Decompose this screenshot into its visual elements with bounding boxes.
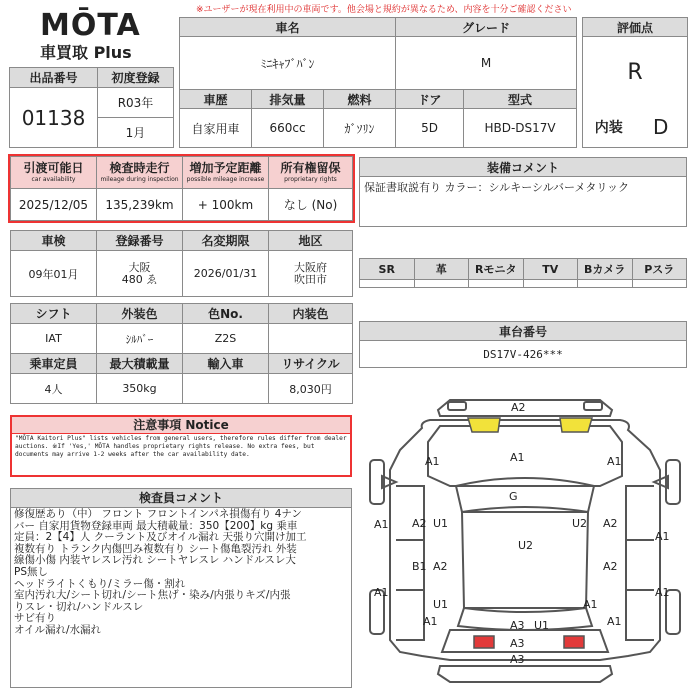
option-sr: SR bbox=[360, 259, 415, 280]
interior-value: D bbox=[635, 108, 688, 148]
damage-label-roof: U2 bbox=[518, 539, 534, 552]
option-leather: 革 bbox=[414, 259, 469, 280]
equipment-table bbox=[359, 157, 687, 227]
damage-label-right-front: A1 bbox=[607, 455, 622, 468]
score-value: R bbox=[583, 37, 688, 108]
color-no-label: 色No. bbox=[183, 304, 269, 324]
inspector-line: 修復歴あり（中） フロント フロントインパネ損傷有り 4ナン bbox=[14, 508, 302, 520]
damage-label-right-rear-u: A1 bbox=[583, 598, 598, 611]
damage-label-left-rear-door: B1 bbox=[412, 560, 427, 573]
inspector-line: 定員：2【4】人 クーラント及びオイル漏れ 天張り穴開け加工 bbox=[14, 531, 307, 544]
damage-label-left-fender: A1 bbox=[374, 518, 389, 531]
damage-label-front-bumper: A2 bbox=[511, 401, 526, 414]
grade-label: グレード bbox=[396, 18, 577, 37]
damage-label-left-door: A2 bbox=[412, 517, 427, 530]
color-no-value: Z2S bbox=[183, 324, 269, 354]
name-change-label: 名変期限 bbox=[183, 231, 269, 251]
inspector-line: ヘッドライトくもり/ミラー傷・割れ bbox=[14, 577, 186, 590]
ext-color-label: 外装色 bbox=[97, 304, 183, 324]
shift-label: シフト bbox=[11, 304, 97, 324]
region-value: 大阪府 吹田市 bbox=[269, 251, 353, 297]
history-value: 自家用車 bbox=[180, 109, 252, 148]
availability-table bbox=[10, 156, 353, 221]
brand-subtitle: 車買取 Plus bbox=[40, 43, 132, 62]
model-label: 型式 bbox=[464, 90, 577, 109]
vehicle-name-label: 車名 bbox=[180, 18, 396, 37]
damage-label-left-door-u: U1 bbox=[433, 517, 449, 530]
int-color-label: 内装色 bbox=[269, 304, 353, 324]
option-power-slide: Pスラ bbox=[632, 259, 687, 280]
first-reg-label: 初度登録 bbox=[98, 68, 174, 88]
headlight-right bbox=[560, 418, 592, 432]
availability-label: 引渡可能日 car availability bbox=[11, 157, 97, 189]
ownership-label: 所有権留保 proprietary rights bbox=[269, 157, 353, 189]
availability-date: 2025/12/05 bbox=[11, 189, 97, 221]
damage-label-rear-window: A3 bbox=[510, 619, 525, 632]
shift-value: IAT bbox=[11, 324, 97, 354]
options-table bbox=[359, 258, 687, 288]
damage-label-hood: A1 bbox=[510, 451, 525, 464]
interior-label: 内装 bbox=[583, 108, 635, 148]
taillight-left bbox=[474, 636, 494, 648]
inspector-text bbox=[11, 508, 351, 638]
damage-label-left-rear-door-a: A2 bbox=[433, 560, 448, 573]
equipment-text: 保証書取説有り カラー：シルキーシルバーメタリック bbox=[360, 177, 687, 227]
first-reg-month: 1月 bbox=[98, 118, 174, 148]
vehicle-name: ﾐﾆｷｬﾌﾞﾊﾞﾝ bbox=[180, 37, 396, 90]
option-tv: TV bbox=[523, 259, 578, 280]
model-value: HBD-DS17V bbox=[464, 109, 577, 148]
inspector-line: 室内汚れ大/シート切れ/シート焦げ・染み/内張りキズ/内張 bbox=[14, 589, 291, 602]
damage-label-left-tail: A1 bbox=[423, 615, 438, 628]
damage-label-right-door: A2 bbox=[603, 517, 618, 530]
damage-diagram bbox=[360, 390, 690, 695]
int-color-value bbox=[269, 324, 353, 354]
taillight-right bbox=[564, 636, 584, 648]
mileage-label: 検査時走行 mileage during inspection bbox=[97, 157, 183, 189]
fuel-value: ｶﾞｿﾘﾝ bbox=[324, 109, 396, 148]
notice-box bbox=[10, 415, 352, 477]
damage-label-rear-u: U1 bbox=[534, 619, 550, 632]
registration-table bbox=[10, 230, 353, 297]
chassis-label: 車台番号 bbox=[360, 322, 687, 341]
damage-label-right-tail: A1 bbox=[607, 615, 622, 628]
score-label: 評価点 bbox=[583, 18, 688, 37]
chassis-table bbox=[359, 321, 687, 368]
listing-table bbox=[9, 67, 174, 148]
name-change-value: 2026/01/31 bbox=[183, 251, 269, 297]
damage-label-rear-gate: A3 bbox=[510, 637, 525, 650]
increase-label: 増加予定距離 possible mileage increase bbox=[183, 157, 269, 189]
spec-table bbox=[10, 303, 353, 404]
recycle-value: 8,030円 bbox=[269, 374, 353, 404]
doors-value: 5D bbox=[396, 109, 464, 148]
option-back-camera: Bカメラ bbox=[578, 259, 633, 280]
inspector-line: 線傷小傷 内装ヤレスレ汚れ シートヤレスレ ハンドルスレ大 bbox=[14, 554, 296, 567]
displacement-value: 660cc bbox=[252, 109, 324, 148]
import-label: 輸入車 bbox=[183, 354, 269, 374]
capacity-value: 4人 bbox=[11, 374, 97, 404]
brand-logo: MŌTA bbox=[40, 8, 141, 43]
option-rear-monitor: Rモニタ bbox=[469, 259, 524, 280]
displacement-label: 排気量 bbox=[252, 90, 324, 109]
capacity-label: 乗車定員 bbox=[11, 354, 97, 374]
vehicle-table bbox=[179, 17, 577, 148]
notice-text: "MŌTA Kaitori Plus" lists vehicles from general users, therefore rules differ from dealer auctions. ※If 'Yes,' MŌTA handles proprietary rights release. No extra fees, but documents may arrive 1-2 weeks after the car availability date. bbox=[15, 435, 347, 458]
listing-number: 01138 bbox=[10, 88, 98, 148]
inspector-line: サビ有り bbox=[14, 612, 56, 625]
damage-label-glass: G bbox=[509, 490, 518, 503]
evaluation-table bbox=[582, 17, 688, 148]
damage-label-right-door-u: U2 bbox=[572, 517, 588, 530]
inspection-label: 車検 bbox=[11, 231, 97, 251]
listing-number-label: 出品番号 bbox=[10, 68, 98, 88]
inspector-box bbox=[10, 488, 352, 688]
import-value bbox=[183, 374, 269, 404]
plate-label: 登録番号 bbox=[97, 231, 183, 251]
equipment-label: 装備コメント bbox=[360, 158, 687, 177]
top-notice: ※ユーザーが現在利用中の車両です。他会場と規約が異なるため、内容を十分ご確認ください bbox=[196, 5, 572, 15]
ext-color-value: ｼﾙﾊﾞｰ bbox=[97, 324, 183, 354]
first-reg-year: R03年 bbox=[98, 88, 174, 118]
damage-label-left-quarter: A1 bbox=[374, 586, 389, 599]
chassis-value: DS17V-426*** bbox=[360, 341, 687, 368]
inspector-line: りスレ・切れ/ハンドルスレ bbox=[14, 600, 144, 613]
grade-value: M bbox=[396, 37, 577, 90]
plate-value: 大阪 480 ゑ bbox=[97, 251, 183, 297]
damage-label-right-fender: A1 bbox=[655, 530, 670, 543]
ownership-value: なし (No) bbox=[269, 189, 353, 221]
inspector-line: オイル漏れ/水漏れ bbox=[14, 623, 102, 636]
doors-label: ドア bbox=[396, 90, 464, 109]
history-label: 車歴 bbox=[180, 90, 252, 109]
recycle-label: リサイクル bbox=[269, 354, 353, 374]
inspector-line: バー 自家用貨物登録車両 最大積載量：350【200】kg 乗車 bbox=[14, 519, 298, 532]
damage-label-right-quarter: A1 bbox=[655, 586, 670, 599]
damage-label-left-rear-u: U1 bbox=[433, 598, 449, 611]
fuel-label: 燃料 bbox=[324, 90, 396, 109]
mileage-value: 135,239km bbox=[97, 189, 183, 221]
notice-label: 注意事項 Notice bbox=[12, 417, 350, 434]
max-load-value: 350kg bbox=[97, 374, 183, 404]
region-label: 地区 bbox=[269, 231, 353, 251]
inspector-line: PS無し bbox=[14, 565, 48, 578]
increase-value: + 100km bbox=[183, 189, 269, 221]
damage-label-right-rear-door: A2 bbox=[603, 560, 618, 573]
damage-label-rear-bumper: A3 bbox=[510, 653, 525, 666]
inspector-label: 検査員コメント bbox=[11, 489, 351, 508]
inspector-line: 複数有り トランク内傷凹み複数有り シート傷亀裂汚れ 外装 bbox=[14, 542, 297, 555]
max-load-label: 最大積載量 bbox=[97, 354, 183, 374]
inspection-value: 09年01月 bbox=[11, 251, 97, 297]
damage-label-left-front: A1 bbox=[425, 455, 440, 468]
headlight-left bbox=[468, 418, 500, 432]
